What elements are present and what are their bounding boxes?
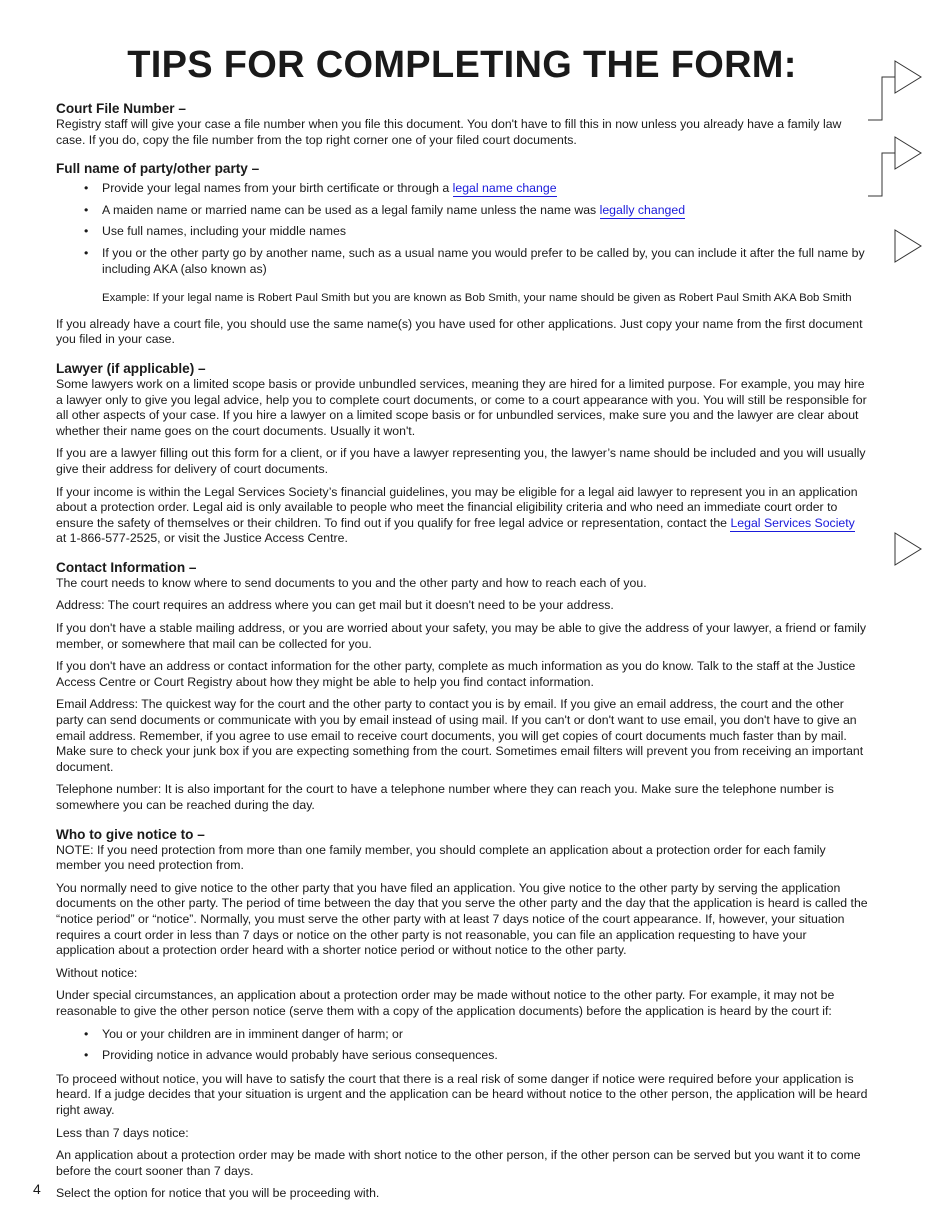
court-file-text: Registry staff will give your case a file number when you file this document. You don't have to fill this in now unless you already have a family law case. If you do, copy the file number from the top right corner one of your filed court documents. [56,117,842,147]
notice-list [56,1027,868,1064]
notice-paragraph: You normally need to give notice to the other party that you have filed an application. You give notice to the other party by serving the application documents on the other party. The period of time between the day that you serve the other party and the day that the application is heard is called the “notice period” or “notice”. Normally, you must serve the other party with at least 7 days notice of the court appearance. If, however, your situation requires a court order in less than 7 days or notice on the other party is not reasonable, you can file an application requesting to have your application about a protection order heard with a shorter notice period or without notice to the other party. [56,880,868,958]
page-number: 4 [33,1181,41,1197]
contact-heading: Contact Information – [56,559,197,575]
lawyer-paragraph: If your income is within the Legal Services Society’s financial guidelines, you may be eligible for a legal aid lawyer to represent you in an application about a protection order. Legal aid is only available to people who meet the financial eligibility criteria and who need an immediate court order to ensure the safety of themselves or their children. To find out if you qualify for free legal advice or representation, contact the Legal Services Society at 1-866-577-2525, or visit the Justice Access Centre. [56,484,858,546]
notice-paragraph: Under special circumstances, an application about a protection order may be made without notice to the other party. For example, it may not be reasonable to give the other person notice (serve them with a copy of the application documents) before the application is heard by the court if: [56,988,835,1018]
contact-paragraph: Telephone number: It is also important for the court to have a telephone number where they can reach you. Make sure the telephone number is somewhere you can be reached during the day. [56,782,834,812]
notice-paragraph: An application about a protection order may be made with short notice to the other person, if the other person can be served but you want it to come before the court sooner than 7 days. [56,1148,861,1178]
lawyer-section [56,360,868,547]
notice-paragraph: NOTE: If you need protection from more than one family member, you should complete an application about a protection order for each family member you need protection from. [56,842,826,873]
court-file-heading: Court File Number – [56,101,186,116]
legal-name-change-link[interactable]: legal name change [452,181,557,196]
list-item: • A maiden name or married name can be used as a legal family name unless the name was legally changed [84,202,686,217]
margin-arrow-icon [866,227,926,267]
list-item: • If you or the other party go by another name, such as a usual name you would prefer to be called by, you can include it after the full name by including AKA (also known as) [84,245,865,276]
court-file-section [56,100,868,148]
page-title: TIPS FOR COMPLETING THE FORM: [127,44,797,86]
full-name-section [56,160,868,348]
contact-paragraph: If you don't have an address or contact information for the other party, complete as much information as you do know. Talk to the staff at the Justice Access Centre or Court Registry about how they might be able to help you find contact information. [56,659,856,689]
full-name-list [56,181,868,277]
contact-section [56,559,868,814]
lawyer-paragraph: If you are a lawyer filling out this form for a client, or if you have a lawyer representing you, the lawyer’s name should be included and you will usually give their address for delivery of court documents. [56,446,866,476]
list-item: • Provide your legal names from your birth certificate or through a legal name change [84,181,557,196]
notice-section [56,826,868,1202]
instructions-body [56,100,868,1212]
notice-paragraph: Select the option for notice that you will be proceeding with. [56,1186,380,1201]
notice-paragraph: Less than 7 days notice: [56,1125,189,1140]
list-item: • You or your children are in imminent danger of harm; or [84,1026,403,1041]
full-name-text: If you already have a court file, you should use the same name(s) you have used for other applications. Just copy your name from the first document you filed in your case. [56,316,863,347]
margin-arrow-icon [866,58,926,122]
contact-paragraph: Email Address: The quickest way for the court and the other party to contact you is by email. If you give an email address, the court and the other party can send documents or communicate with you by email instead of using mail. If you can't or don't want to use email, you don't have to give an email address. Remember, if you agree to use email to receive court documents, you will get copies of court documents much faster than by mail. Make sure to check your junk box if you are expecting something from the court. Sometimes email filters will prevent you from receiving an important document. [56,697,864,774]
list-item: • Use full names, including your middle names [84,224,347,239]
list-item: • Providing notice in advance would probably have serious consequences. [84,1048,498,1063]
notice-heading: Who to give notice to – [56,826,205,842]
lawyer-paragraph: Some lawyers work on a limited scope basis or provide unbundled services, meaning they are hired for a limited purpose. For example, you may hire a lawyer only to give you legal advice, help you to complete court documents, or come to a court appearance with you. You will still be responsible for all other aspects of your case. If you hire a lawyer on a limited scope basis or for unbundled services, make sure you and the lawyer are clear about whether their name goes on the court documents. Usually it won't. [56,376,867,438]
margin-arrow-icon [866,134,926,198]
contact-paragraph: The court needs to know where to send documents to you and the other party and how to reach each of you. [56,575,647,590]
margin-arrow-icon [866,530,926,570]
contact-paragraph: Address: The court requires an address where you can get mail but it doesn't need to be your address. [56,598,614,613]
contact-paragraph: If you don't have a stable mailing address, or you are worried about your safety, you may be able to give the address of your lawyer, a friend or family member, or somewhere that mail can be collected for you. [56,621,867,651]
notice-paragraph: To proceed without notice, you will have to satisfy the court that there is a real risk of some danger if notice were required before your application is heard. If a judge decides that your situation is urgent and the application can be heard without notice to the other person, the application will be heard right away. [56,1071,868,1117]
legally-changed-link[interactable]: legally changed [599,202,686,217]
name-example: Example: If your legal name is Robert Paul Smith but you are known as Bob Smith, your name should be given as Robert Paul Smith AKA Bob Smith [102,292,852,305]
full-name-heading: Full name of party/other party – [56,161,260,177]
lawyer-heading: Lawyer (if applicable) – [56,360,206,376]
notice-paragraph: Without notice: [56,965,138,980]
legal-services-society-link[interactable]: Legal Services Society [730,515,855,530]
